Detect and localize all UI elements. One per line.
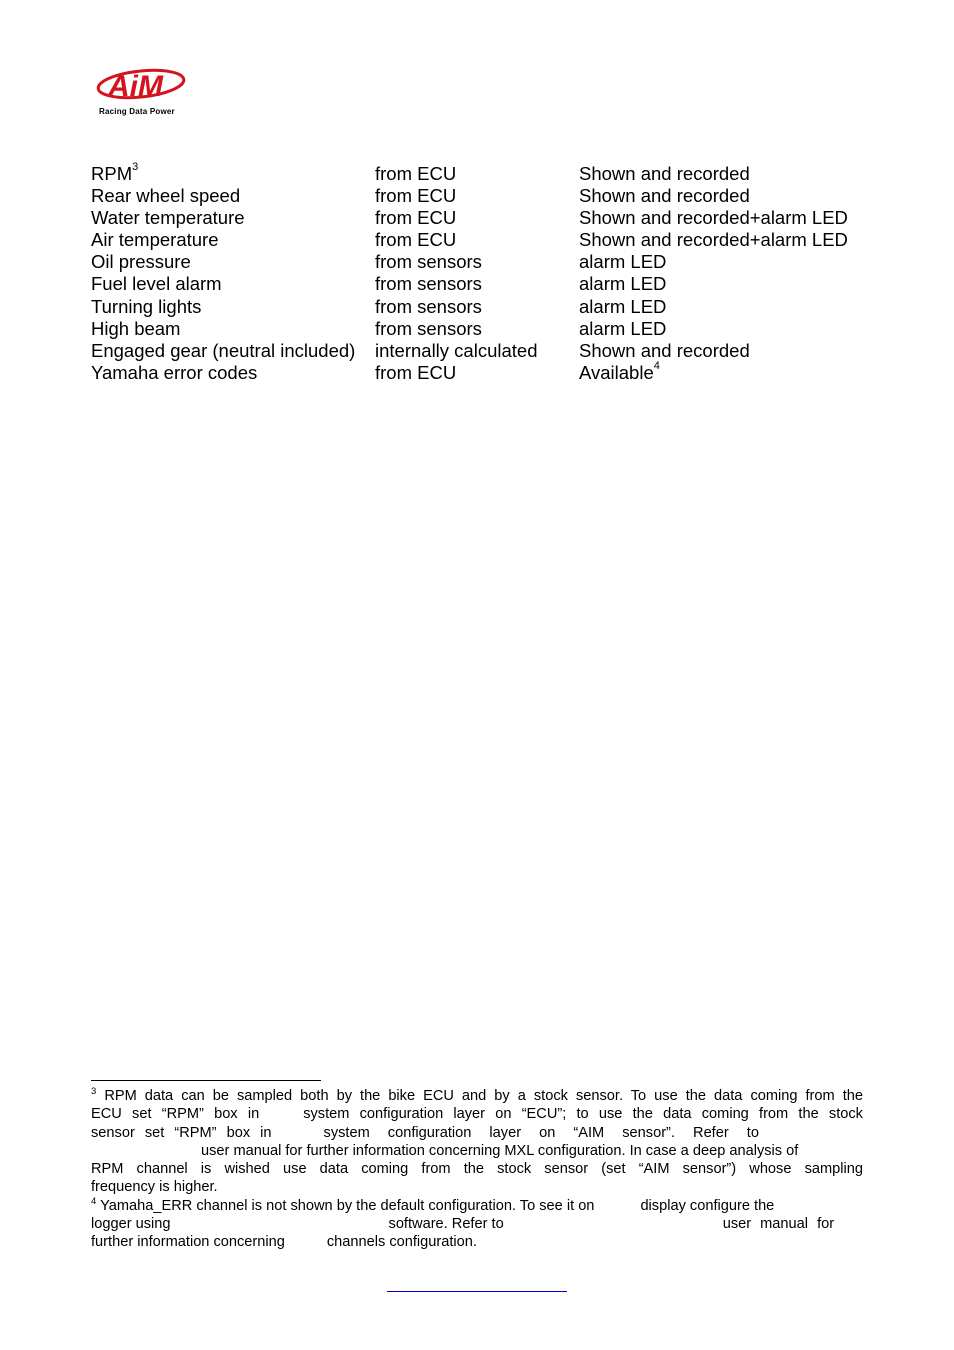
channel-name: Engaged gear (neutral included): [91, 339, 356, 361]
channel-name: Oil pressure: [91, 251, 191, 273]
table-row: [91, 273, 848, 295]
channel-source: from sensors: [375, 251, 482, 273]
channels-table: [91, 163, 848, 384]
table-row: [91, 296, 848, 318]
footnote-3: $^3$ RPM data can be sampled both by the bike ECU and by a stock sensor. To use the data coming from the ECU set “RPM” box in system configuration layer on “ECU”; to use the data coming from the stock sensor set “RPM” box in system configuration layer on “AIM sensor”. Refer to user manual for further information concerning MXL configuration. In case a deep analysis of RPM channel is wished use data coming from the stock sensor (set “AIM sensor”) whose sampling frequency is higher.: [91, 1086, 863, 1196]
channel-source: from ECU: [375, 361, 457, 383]
channel-status: alarm LED: [579, 251, 667, 273]
footnote-ref: 3: [132, 161, 139, 173]
channel-status: alarm LED: [579, 317, 667, 339]
channel-source: from ECU: [375, 185, 457, 207]
table-row: [91, 229, 848, 251]
channel-source: from sensors: [375, 295, 482, 317]
channel-name: Yamaha error codes: [91, 361, 258, 383]
channel-source: from ECU: [375, 163, 457, 184]
footnote-separator: [91, 1080, 321, 1081]
channel-status: Available$^4$: [579, 359, 660, 383]
channel-status: alarm LED: [579, 295, 667, 317]
table-row: [91, 251, 848, 273]
channel-name: High beam: [91, 317, 181, 339]
channel-name: Water temperature: [91, 207, 245, 229]
channel-status: Shown and recorded+alarm LED: [579, 229, 848, 251]
channel-source: from sensors: [375, 273, 482, 295]
footnotes: [91, 1087, 863, 1252]
channel-name: Fuel level alarm: [91, 273, 222, 295]
table-row: [91, 207, 848, 229]
channel-source: from ECU: [375, 207, 457, 229]
logo-tagline: Racing Data Power: [99, 107, 175, 116]
channel-name: RPM$^3$: [91, 161, 139, 184]
svg-text:AiM: AiM: [108, 70, 163, 103]
table-row: [91, 362, 848, 384]
channel-status: alarm LED: [579, 273, 667, 295]
channel-status: Shown and recorded: [579, 163, 750, 184]
channel-name: Turning lights: [91, 295, 202, 317]
channel-source: from sensors: [375, 317, 482, 339]
table-row: [91, 318, 848, 340]
channel-status: Shown and recorded: [579, 185, 750, 207]
channel-name: Rear wheel speed: [91, 185, 241, 207]
channel-source: from ECU: [375, 229, 457, 251]
channel-status: Shown and recorded+alarm LED: [579, 207, 848, 229]
channel-name: Air temperature: [91, 229, 219, 251]
table-row: [91, 185, 848, 207]
footer-link-underline[interactable]: [387, 1291, 567, 1292]
channel-status: Shown and recorded: [579, 339, 750, 361]
footnote-4: $^4$ Yamaha_ERR channel is not shown by the default configuration. To see it on display configure the logger using software. Refer to user manual for further information concerning channels configuration.: [91, 1195, 835, 1251]
table-row: [91, 163, 848, 185]
footnote-ref: 4: [653, 359, 660, 372]
channel-source: internally calculated: [375, 339, 538, 361]
table-row: [91, 340, 848, 362]
